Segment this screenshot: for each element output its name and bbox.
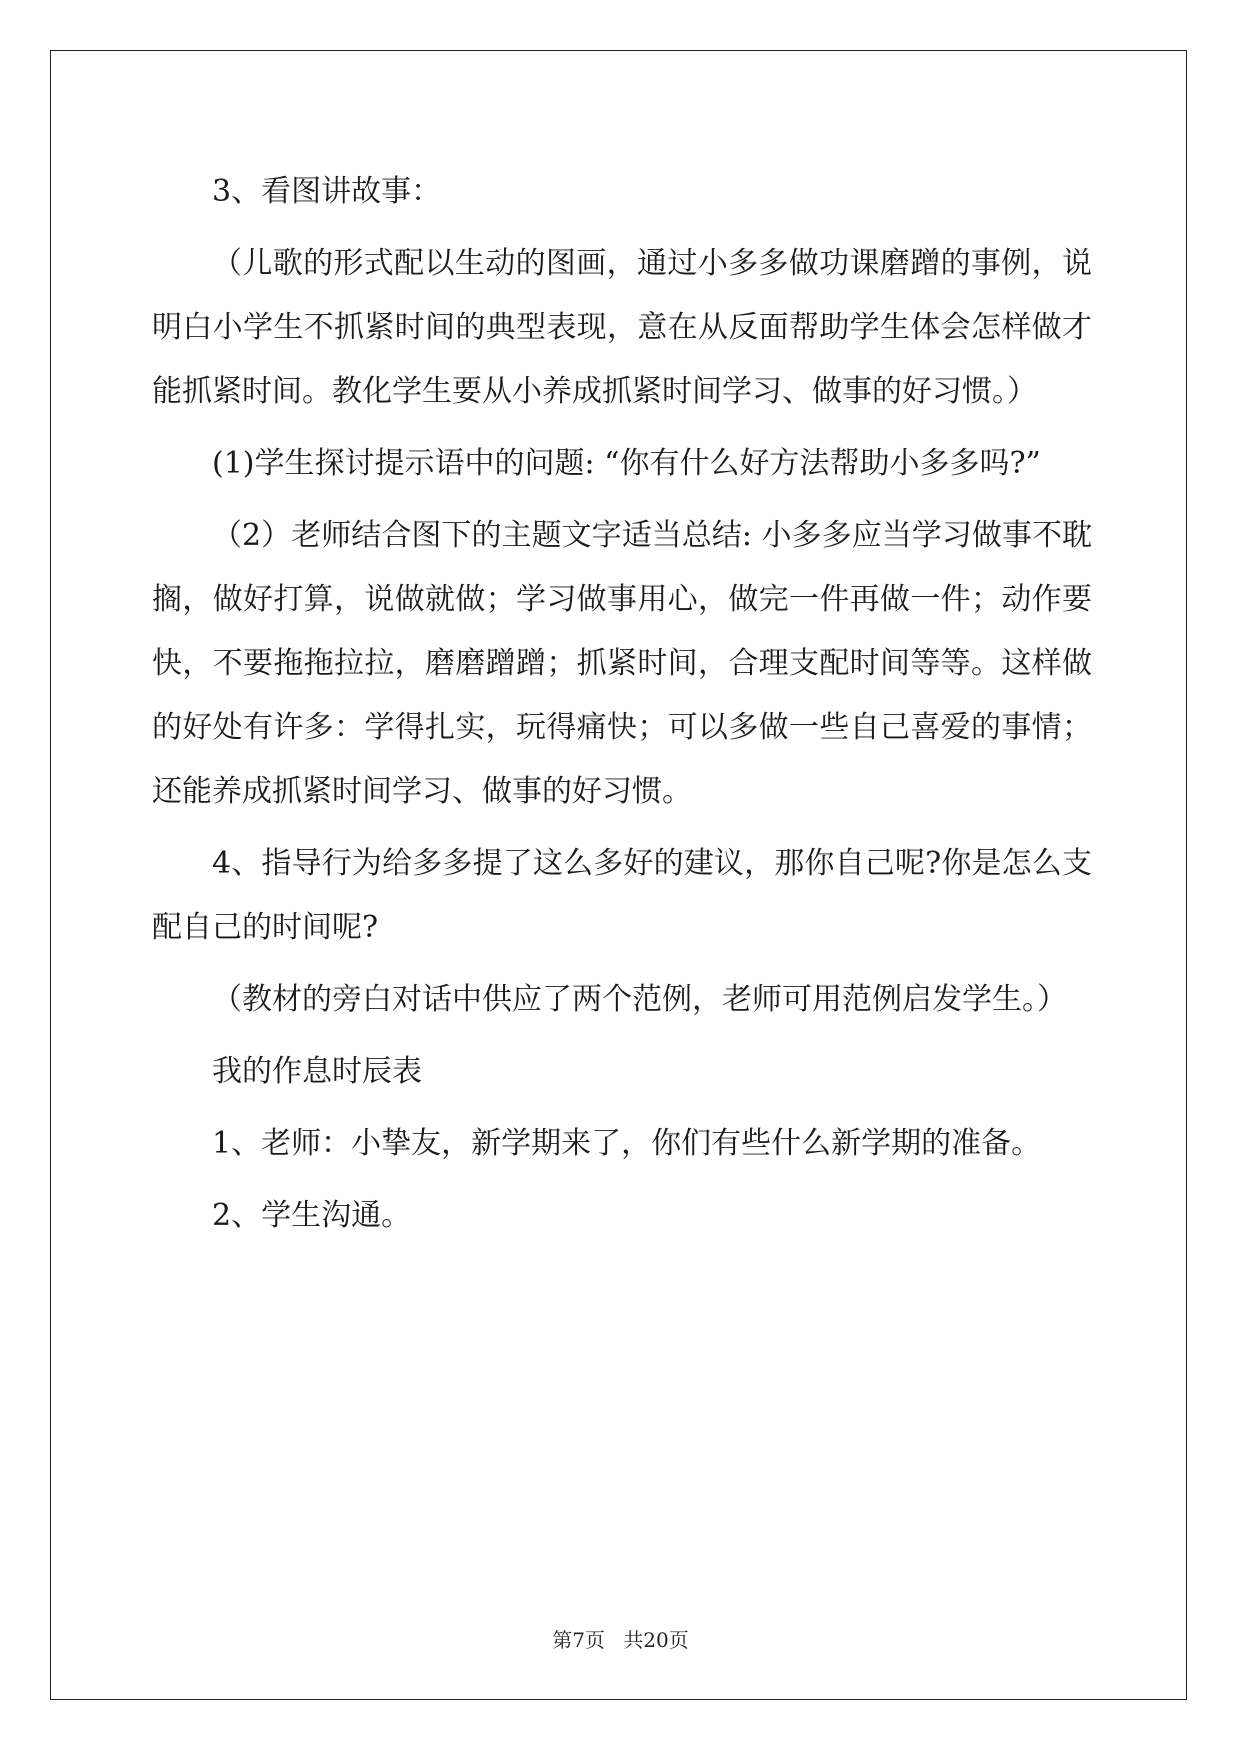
paragraph: 2、学生沟通。 [212, 1198, 412, 1233]
page-footer [0, 1624, 1241, 1653]
paragraph: （教材的旁白对话中供应了两个范例，老师可用范例启发学生。） [212, 982, 1067, 1017]
page-number: 第7页 [552, 1628, 605, 1652]
section-heading: 我的作息时辰表 [212, 1054, 422, 1089]
paragraph: 4、指导行为给多多提了这么多好的建议，那你自己呢?你是怎么支配自己的时间呢? [152, 846, 1092, 945]
paragraph: 1、老师：小挚友，新学期来了，你们有些什么新学期的准备。 [212, 1126, 1042, 1161]
page-total: 共20页 [623, 1628, 689, 1652]
paragraph: （2）老师结合图下的主题文字适当总结: 小多多应当学习做事不耽搁，做好打算，说做就做；学习做事用心，做完一件再做一件；动作要快，不要拖拖拉拉，磨磨蹭蹭；抓紧时间，合理支配时间等等。这样做的好处有许多：学得扎实，玩得痛快；可以多做一些自己喜爱的事情；还能养成抓紧时间学习、做事的好习惯。 [152, 518, 1092, 809]
paragraph: (1)学生探讨提示语中的问题: “你有什么好方法帮助小多多吗?” [212, 446, 1041, 481]
document-body [152, 160, 1092, 1248]
paragraph: 3、看图讲故事： [212, 174, 442, 209]
paragraph: （儿歌的形式配以生动的图画，通过小多多做功课磨蹭的事例，说明白小学生不抓紧时间的典型表现，意在从反面帮助学生体会怎样做才能抓紧时间。教化学生要从小养成抓紧时间学习、做事的好习惯。） [152, 246, 1092, 409]
